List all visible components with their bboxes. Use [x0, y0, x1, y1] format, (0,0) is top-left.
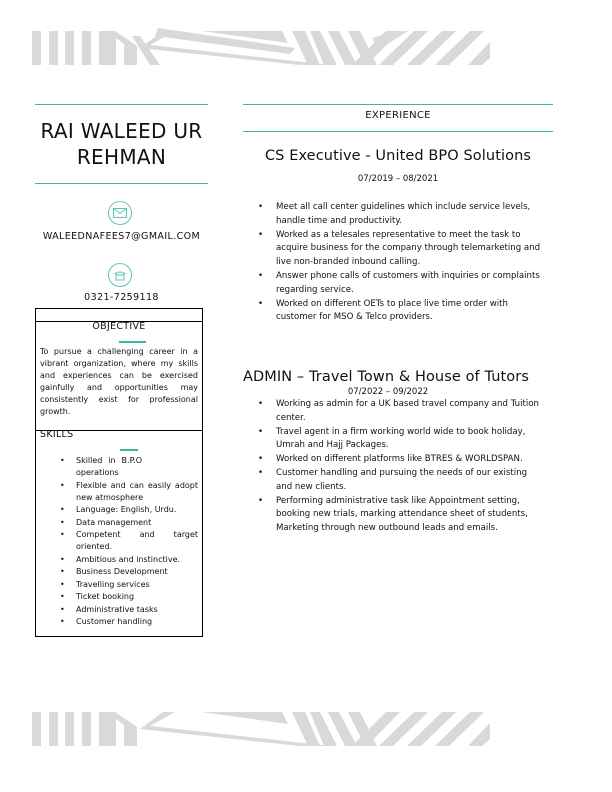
candidate-name: RAI WALEED UR REHMAN	[40, 119, 203, 169]
telephone-icon	[108, 263, 132, 287]
job-entry	[243, 148, 553, 325]
bottom-banner	[32, 712, 490, 746]
skill-item: • Ambitious and instinctive.	[36, 554, 202, 566]
heading-underline	[120, 449, 138, 451]
skill-item: • Data management	[36, 517, 202, 529]
job-dates: 07/2019 – 08/2021	[357, 174, 439, 184]
skills-list	[36, 455, 202, 629]
skill-item: • Language: English, Urdu.	[36, 504, 202, 516]
heading-underline	[119, 341, 146, 343]
envelope-icon	[108, 201, 132, 225]
skill-item: • Travelling services	[36, 579, 202, 591]
job-bullet: • Working as admin for a UK based travel company and Tuition center.	[243, 398, 543, 426]
objective-heading: OBJECTIVE	[92, 321, 146, 332]
job-bullet: • Performing administrative task like Appointment setting, booking new trials, marking attendance sheet of students, Marketing through new outbound leads and emails.	[243, 495, 543, 536]
skill-item: • Administrative tasks	[36, 604, 202, 616]
job-bullets	[243, 398, 543, 536]
job-title: CS Executive - United BPO Solutions	[264, 148, 532, 164]
skill-item: • Business Development	[36, 566, 202, 578]
divider	[243, 104, 553, 105]
job-bullet: • Meet all call center guidelines which include service levels, handle time and productivity.	[243, 201, 543, 229]
top-banner	[32, 28, 490, 65]
objective-text: To pursue a challenging career in a vibrant organization, where my skills and experiences can be exercised gainfully and opportunities may consistently exist for professional growth.	[40, 347, 198, 416]
job-entry	[243, 369, 553, 536]
job-bullet: • Worked as a telesales representative to meet the task to acquire business for the company through telemarketing and live non-branded inbound calling.	[243, 229, 543, 270]
experience-heading: EXPERIENCE	[365, 110, 431, 121]
job-bullet: • Worked on different platforms like BTRES & WORLDSPAN.	[243, 453, 543, 467]
job-title: ADMIN – Travel Town & House of Tutors	[243, 369, 529, 385]
job-bullet: • Worked on different OETs to place live time order with customer for MSO & Telco providers.	[243, 298, 543, 326]
job-bullet: • Customer handling and pursuing the needs of our existing and new clients.	[243, 467, 543, 495]
skill-item: • Flexible and can easily adopt new atmosphere	[36, 480, 202, 504]
skill-item: • Skilled in B.P.O operations	[36, 455, 202, 479]
job-bullets	[243, 201, 543, 325]
job-bullet: • Travel agent in a firm working world wide to book holiday, Umrah and Hajj Packages.	[243, 426, 543, 454]
skills-heading: SKILLS	[40, 429, 74, 440]
skill-item: • Customer handling	[36, 616, 202, 628]
job-bullet: • Answer phone calls of customers with inquiries or complaints regarding service.	[243, 270, 543, 298]
skill-item: • Ticket booking	[36, 591, 202, 603]
divider	[35, 183, 208, 184]
phone-number: 0321-7259118	[84, 292, 159, 303]
divider	[35, 104, 208, 105]
email-link[interactable]: WALEEDNAFEES7@GMAIL.COM	[42, 231, 201, 242]
divider	[243, 131, 553, 132]
skill-item: • Competent and target oriented.	[36, 529, 202, 553]
objective-skills-box	[35, 308, 203, 637]
job-dates: 07/2022 – 09/2022	[347, 387, 429, 397]
